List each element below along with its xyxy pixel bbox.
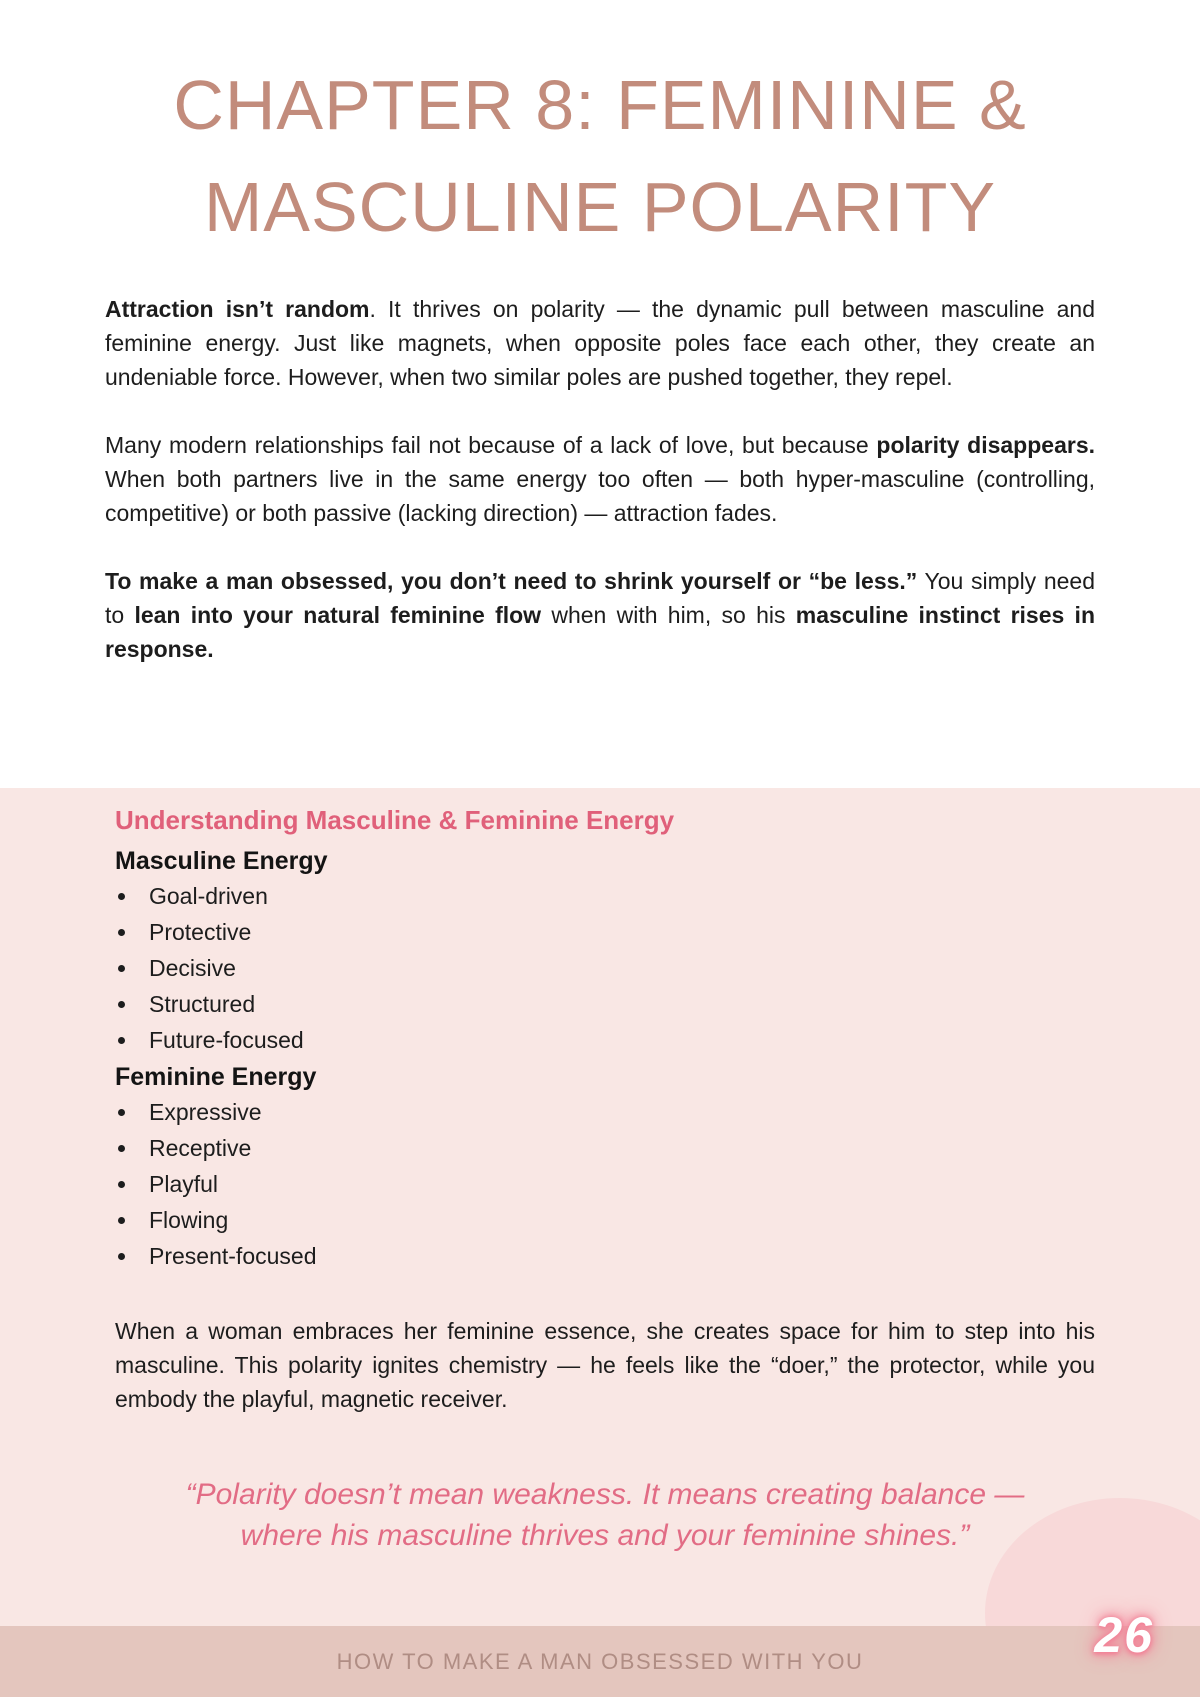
bold-text-segment: Attraction isn’t random bbox=[105, 296, 370, 322]
feminine-energy-heading: Feminine Energy bbox=[115, 1063, 317, 1091]
text-segment: . It thrives on polarity — the dynamic pull between masculine and feminine energy. Just like magnets, when opposite poles face each other, they create an undeniable force. However, when two similar poles are pushed together, they repel. bbox=[105, 296, 1095, 390]
bold-text-segment: masculine instinct rises in response. bbox=[105, 602, 1095, 662]
list-item: • Decisive bbox=[139, 950, 1095, 986]
page-number: 26 bbox=[1094, 1607, 1154, 1663]
bold-text-segment: polarity disappears. bbox=[876, 432, 1096, 458]
paragraph-polarity-disappears bbox=[105, 428, 1095, 530]
bold-text-segment: To make a man obsessed, you don’t need to shrink yourself or “be less.” bbox=[105, 568, 918, 594]
list-item: • Playful bbox=[139, 1166, 1095, 1202]
paragraph-lean-into-flow bbox=[105, 564, 1095, 666]
list-item: • Receptive bbox=[139, 1130, 1095, 1166]
bold-text-segment: lean into your natural feminine flow bbox=[134, 602, 542, 628]
list-item: • Structured bbox=[139, 986, 1095, 1022]
energy-section-heading: Understanding Masculine & Feminine Energy bbox=[115, 805, 675, 835]
chapter-title bbox=[0, 0, 1200, 258]
masculine-energy-list bbox=[115, 878, 1095, 1058]
paragraph-attraction bbox=[105, 292, 1095, 394]
chapter-title-line-1: CHAPTER 8: FEMININE & bbox=[173, 66, 1027, 144]
footer-title: HOW TO MAKE A MAN OBSESSED WITH YOU bbox=[336, 1648, 864, 1674]
text-segment: When both partners live in the same energy too often — both hyper-masculine (controlling, competitive) or both passive (lacking direction) — attraction fades. bbox=[105, 466, 1095, 526]
list-item: • Goal-driven bbox=[139, 878, 1095, 914]
paragraph-polarity-ignites: When a woman embraces her feminine essence, she creates space for him to step into his masculine. This polarity ignites chemistry — he feels like the “doer,” the protector, while you embody the playful, magnetic receiver. bbox=[115, 1318, 1095, 1412]
list-item: • Expressive bbox=[139, 1094, 1095, 1130]
intro-section bbox=[0, 258, 1200, 666]
list-item: • Present-focused bbox=[139, 1238, 1095, 1274]
masculine-energy-heading: Masculine Energy bbox=[115, 847, 328, 875]
pull-quote: “Polarity doesn’t mean weakness. It means creating balance — where his masculine thrives and your feminine shines.” bbox=[185, 1478, 1025, 1552]
list-item: • Future-focused bbox=[139, 1022, 1095, 1058]
footer-bar bbox=[0, 1626, 1200, 1697]
feminine-energy-list bbox=[115, 1094, 1095, 1274]
text-segment: Many modern relationships fail not because of a lack of love, but because bbox=[105, 432, 877, 458]
list-item: • Flowing bbox=[139, 1202, 1095, 1238]
text-segment: when with him, so his bbox=[541, 602, 796, 628]
text-segment: You simply need to bbox=[105, 568, 1095, 628]
list-item: • Protective bbox=[139, 914, 1095, 950]
energy-section bbox=[0, 788, 1200, 1626]
chapter-title-line-2: MASCULINE POLARITY bbox=[203, 168, 997, 246]
